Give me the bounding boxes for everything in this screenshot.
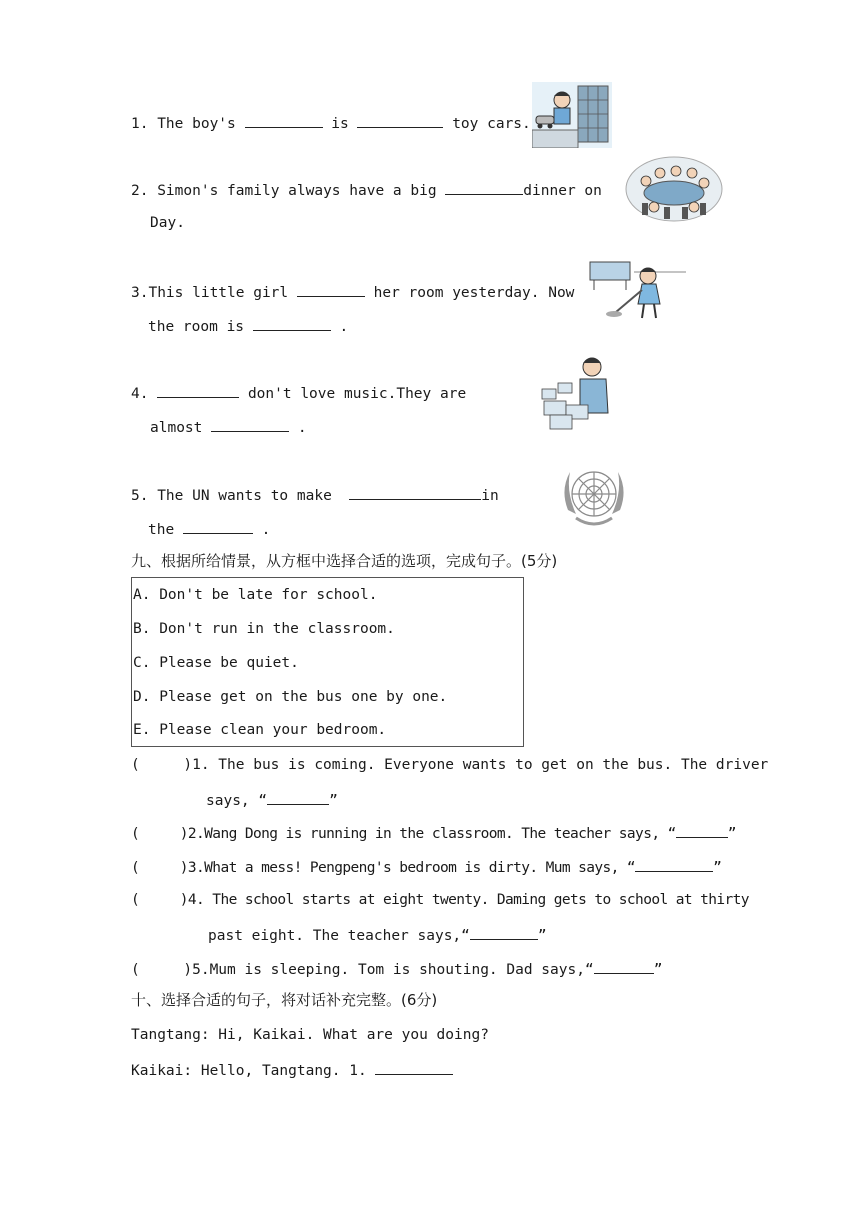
blank[interactable] (253, 315, 331, 331)
q8-3: 3.This little girl her room yesterday. Now (131, 281, 574, 303)
q9-3: ( )3.What a mess! Pengpeng's bedroom is dirty. Mum says, “ ” (131, 856, 721, 878)
dialog-line-2: Kaikai: Hello, Tangtang. 1. (131, 1059, 453, 1081)
option-c: C. Please be quiet. (133, 655, 299, 671)
q9-4: ( )4. The school starts at eight twenty. Daming gets to school at thirty (131, 892, 749, 908)
blank[interactable] (676, 822, 728, 838)
option-e: E. Please clean your bedroom. (133, 722, 387, 738)
q8-4: 4. don't love music.They are (131, 382, 466, 404)
q9-2: ( )2.Wang Dong is running in the classroom. The teacher says, “ ” (131, 822, 736, 844)
option-a: A. Don't be late for school. (133, 587, 378, 603)
answer-paren[interactable]: ( ) (131, 757, 193, 773)
q9-4-cont: past eight. The teacher says,“ ” (208, 924, 547, 946)
answer-paren[interactable]: ( ) (131, 860, 188, 876)
q8-2: 2. Simon's family always have a big dinner on (131, 179, 602, 201)
blank[interactable] (349, 484, 481, 500)
q8-2-cont: Day. (150, 215, 185, 231)
blank[interactable] (183, 518, 253, 534)
section10-heading: 十、选择合适的句子，将对话补充完整。(6分) (131, 991, 438, 1009)
blank[interactable] (297, 281, 365, 297)
blank[interactable] (267, 789, 329, 805)
boy-with-toy-cars-icon (532, 82, 612, 148)
answer-paren[interactable]: ( ) (131, 962, 193, 978)
dialog-line-1: Tangtang: Hi, Kaikai. What are you doing? (131, 1027, 489, 1043)
option-d: D. Please get on the bus one by one. (133, 689, 448, 705)
family-dinner-icon (624, 155, 724, 223)
q8-5: 5. The UN wants to make in (131, 484, 499, 506)
girl-cleaning-icon (586, 252, 690, 324)
q9-1: ( )1. The bus is coming. Everyone wants to get on the bus. The driver (131, 757, 769, 773)
q8-4-cont: almost . (150, 416, 307, 438)
blank[interactable] (635, 856, 713, 872)
blank[interactable] (211, 416, 289, 432)
blank[interactable] (157, 382, 239, 398)
answer-paren[interactable]: ( ) (131, 826, 188, 842)
blank[interactable] (470, 924, 538, 940)
option-b: B. Don't run in the classroom. (133, 621, 395, 637)
q8-5-cont: the . (148, 518, 270, 540)
q9-1-cont: says, “ ” (206, 789, 338, 811)
blank[interactable] (245, 112, 323, 128)
section9-heading: 九、根据所给情景，从方框中选择合适的选项，完成句子。(5分) (131, 552, 558, 570)
answer-paren[interactable]: ( ) (131, 892, 188, 908)
q9-5: ( )5.Mum is sleeping. Tom is shouting. Dad says,“ ” (131, 958, 662, 980)
blank[interactable] (375, 1059, 453, 1075)
blank[interactable] (445, 179, 523, 195)
blank[interactable] (594, 958, 654, 974)
person-with-tapes-icon (540, 353, 612, 439)
q8-1: 1. The boy's is toy cars. (131, 112, 531, 134)
q8-3-cont: the room is . (148, 315, 348, 337)
un-emblem-icon (556, 460, 632, 532)
blank[interactable] (357, 112, 443, 128)
